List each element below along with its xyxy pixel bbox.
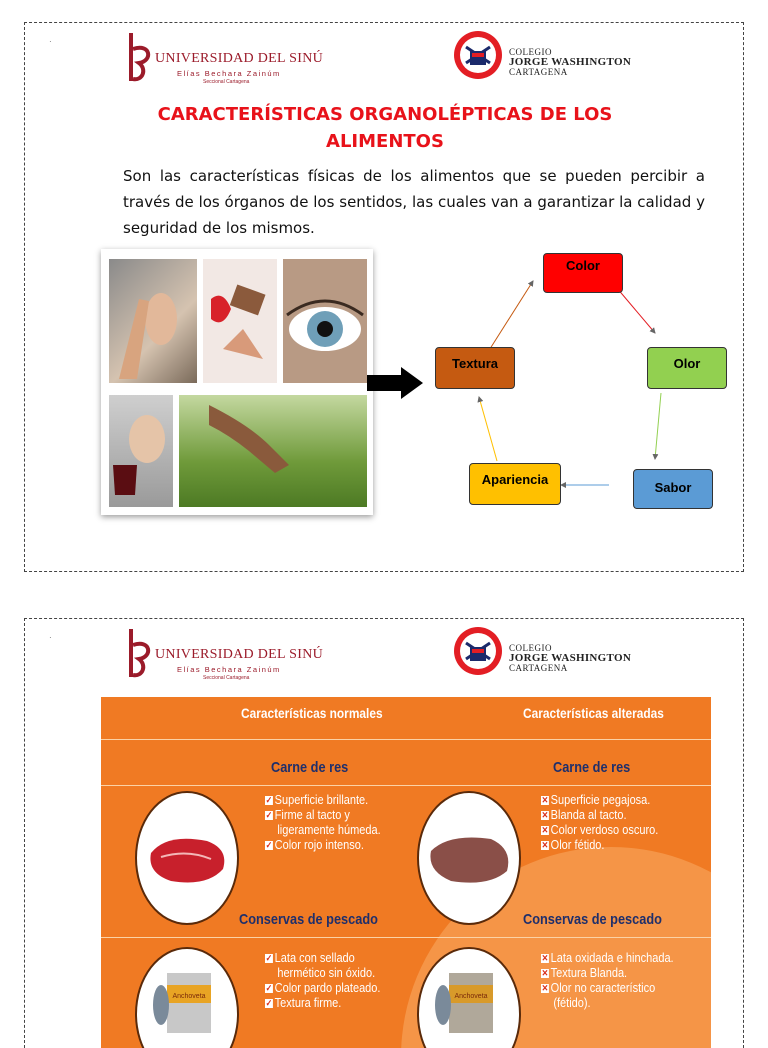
university-subtitle: Elías Bechara Zainúm [177,69,281,78]
college-crest-icon [451,25,505,85]
node-color [543,253,623,293]
list-item-text: Textura Blanda. [550,966,628,980]
cross-box-icon: ✕ [541,953,549,963]
can-label: Anchoveta [454,993,488,1000]
page-title [25,101,744,155]
cross-box-icon: ✕ [541,983,549,993]
header-altered: Características alteradas [523,705,664,721]
university-emblem-icon [125,625,155,685]
list-item [541,966,674,981]
beef-altered-list [541,793,658,853]
beef-altered-title: Carne de res [553,759,631,776]
list-item [265,981,380,996]
list-item-text: Olor no característico [550,981,656,995]
checkbox-icon: ✓ [265,953,273,963]
list-item-text: Textura firme. [274,996,342,1010]
cross-box-icon: ✕ [541,968,549,978]
university-name: UNIVERSIDAD DEL SINÚ [155,51,324,66]
university-seccional: Seccional Cartagena [203,79,250,85]
list-item-text: Superficie pegajosa. [550,793,651,807]
checkbox-icon: ✓ [265,840,273,850]
list-item-text: Color rojo intenso. [274,838,364,852]
university-name: UNIVERSIDAD DEL SINÚ [155,647,324,662]
ear-photo [109,259,197,383]
list-item [265,793,381,808]
list-item-text: Color pardo plateado. [274,981,381,995]
fish-altered-title: Conservas de pescado [523,911,662,928]
university-logo [125,29,325,89]
list-item [265,808,381,823]
list-item-text: Superficie brillante. [274,793,369,807]
university-seccional: Seccional Cartagena [203,675,250,681]
college-line1: COLEGIO [509,47,552,57]
node-textura-label: Textura [452,356,498,371]
list-item-text: hermético sin óxido. [277,966,376,980]
smell-photo [109,395,173,507]
list-item-text: Lata oxidada e hinchada. [550,951,674,965]
node-color-label: Color [566,258,600,273]
organoleptic-cycle-diagram [405,245,744,525]
college-logo [451,621,671,685]
beef-divider [101,785,711,786]
list-item [265,838,381,853]
touch-grass-photo [179,395,367,507]
list-item [265,966,380,981]
beef-altered-image [417,791,521,925]
college-logo [451,25,671,89]
list-item [265,996,380,1011]
list-item-text: Blanda al tacto. [550,808,627,822]
cross-box-icon: ✕ [541,825,549,835]
ear-photo-icon [109,259,197,383]
college-line1: COLEGIO [509,643,552,653]
eye-photo-icon [283,259,367,383]
list-item-text: Color verdoso oscuro. [550,823,659,837]
university-subtitle: Elías Bechara Zainúm [177,665,281,674]
dot-mark: · [49,37,52,46]
list-item [541,996,674,1011]
mouth-photo [203,259,277,383]
red-steak-icon [137,793,237,923]
cross-box-icon: ✕ [541,810,549,820]
intro-paragraph: Son las características físicas de los alimentos que se pueden percibir a través de los órganos de los sentidos, las cuales van a garantizar la calidad y seguridad de los mismos. [123,167,705,237]
list-item [541,981,674,996]
list-item-text: Firme al tacto y [274,808,350,822]
college-line2: JORGE WASHINGTON [509,652,632,664]
fish-can-icon [137,949,237,1048]
beef-normal-title: Carne de res [271,759,349,776]
list-item [541,823,658,838]
fish-altered-list [541,951,674,1011]
list-item [541,838,658,853]
node-apariencia [469,463,561,505]
checkbox-icon: ✓ [265,810,273,820]
checkbox-icon: ✓ [265,983,273,993]
header-normal: Características normales [241,705,383,721]
fish-normal-list [265,951,380,1011]
college-name [509,643,631,673]
list-item [265,823,381,838]
node-sabor-label: Sabor [654,480,692,495]
university-emblem-icon [125,29,155,89]
university-logo [125,625,325,685]
cross-box-icon: ✕ [541,840,549,850]
checkbox-icon: ✓ [265,795,273,805]
list-item-text: (fétido). [553,996,591,1010]
title-line2: ALIMENTOS [326,131,444,152]
node-apariencia-label: Apariencia [481,472,549,487]
beef-normal-image [135,791,239,925]
spoiled-meat-icon [419,793,519,923]
beef-normal-list [265,793,381,853]
list-item [265,951,380,966]
dot-mark: · [49,633,52,642]
node-sabor [633,469,713,509]
slide-organoleptic [24,22,744,572]
slide-food-characteristics [24,618,744,1048]
college-line3: CARTAGENA [509,663,568,673]
list-item [541,793,658,808]
college-line3: CARTAGENA [509,67,568,77]
fish-normal-image [135,947,239,1048]
list-item-text: Lata con sellado [274,951,355,965]
checkbox-icon: ✓ [265,998,273,1008]
list-item [541,808,658,823]
title-line1: CARACTERÍSTICAS ORGANOLÉPTICAS DE LOS [157,104,613,125]
list-item-text: Olor fétido. [550,838,605,852]
college-crest-icon [451,621,505,681]
list-item-text: ligeramente húmeda. [277,823,381,837]
wine-glass-icon [109,395,173,507]
fish-normal-title: Conservas de pescado [239,911,378,928]
eye-photo [283,259,367,383]
spoiled-can-icon [419,949,519,1048]
list-item [541,951,674,966]
hand-grass-icon [179,395,367,507]
senses-photo-collage [101,249,373,515]
mouth-photo-icon [203,259,277,383]
college-name [509,47,631,77]
can-label: Anchoveta [172,993,206,1000]
college-line2: JORGE WASHINGTON [509,56,632,68]
cross-box-icon: ✕ [541,795,549,805]
header-divider [101,739,711,740]
node-olor [647,347,727,389]
characteristics-table [101,697,711,1048]
fish-divider [101,937,711,938]
node-olor-label: Olor [673,356,701,371]
node-textura [435,347,515,389]
